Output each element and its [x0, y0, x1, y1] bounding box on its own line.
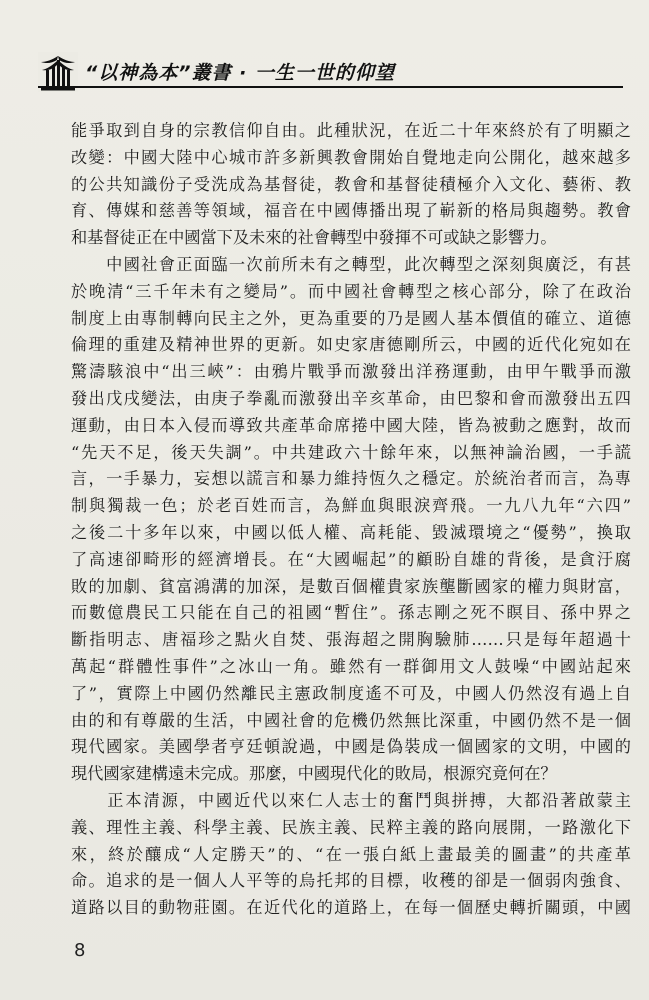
text-line: 而數億農民工只能在自己的祖國“暫住”。孫志剛之死不瞑目、孫中界之 [71, 603, 631, 623]
text-line: 了”，實際上中國仍然離民主憲政制度遙不可及，中國人仍然沒有過上自 [71, 683, 631, 703]
text-line: 制與獨裁一色；於老百姓而言，為鮮血與眼淚齊飛。一九八九年“六四” [71, 496, 631, 516]
text-line: 斷指明志、唐福珍之點火自焚、張海超之開胸驗肺……只是每年超過十 [71, 630, 631, 650]
text-line: 命。追求的是一個人人平等的烏托邦的目標，收穫的卻是一個弱肉強食、 [71, 871, 631, 891]
page-number: 8 [74, 940, 86, 961]
body-text [71, 118, 631, 922]
text-line: 來，終於釀成“人定勝天”的、“在一張白紙上畫最美的圖畫”的共產革 [71, 844, 631, 864]
text-line: 道路以目的動物莊園。在近代化的道路上，在每一個歷史轉折關頭，中國 [71, 898, 631, 918]
series-title: “以神為本”叢書 · 一生一世的仰望 [85, 62, 395, 84]
text-line: 萬起“群體性事件”之冰山一角。雖然有一群御用文人鼓噪“中國站起來 [71, 656, 631, 676]
text-line: 敗的加劇、貧富鴻溝的加深，是數百個權貴家族壟斷國家的權力與財富， [71, 576, 631, 596]
text-line: 倫理的重建及精神世界的更新。如史家唐德剛所云，中國的近代化宛如在 [71, 335, 631, 355]
text-line: 驚濤駭浪中“出三峽”：由鴉片戰爭而激發出洋務運動，由甲午戰爭而激 [71, 362, 631, 382]
text-line: 中國社會正面臨一次前所未有之轉型，此次轉型之深刻與廣泛，有甚 [71, 254, 631, 274]
text-line: 於晚清“三千年未有之變局”。而中國社會轉型之核心部分，除了在政治 [71, 281, 631, 301]
text-line: 的公共知識份子受洗成為基督徒，教會和基督徒積極介入文化、藝術、教 [71, 174, 631, 194]
text-line: 發出戊戌變法，由庚子拳亂而激發出辛亥革命，由巴黎和會而激發出五四 [71, 388, 631, 408]
header-divider [38, 86, 623, 88]
text-line: 制度上由專制轉向民主之外，更為重要的乃是國人基本價值的確立、道德 [71, 308, 631, 328]
text-line: 了高速卻畸形的經濟增長。在“大國崛起”的顧盼自雄的背後，是貪汙腐 [71, 549, 631, 569]
text-line: “先天不足，後天失調”。中共建政六十餘年來，以無神論治國，一手謊 [71, 442, 631, 462]
text-line: 之後二十多年以來，中國以低人權、高耗能、毀滅環境之“優勢”，換取 [71, 522, 631, 542]
text-line: 能爭取到自身的宗教信仰自由。此種狀況，在近二十年來終於有了明顯之 [71, 121, 631, 140]
text-line: 現代國家。美國學者亨廷頓說過，中國是偽裝成一個國家的文明，中國的 [71, 737, 631, 757]
text-line: 由的和有尊嚴的生活，中國社會的危機仍然無比深重，中國仍然不是一個 [71, 710, 631, 730]
text-line: 義、理性主義、科學主義、民族主義、民粹主義的路向展開，一路激化下 [71, 817, 631, 837]
page-header [0, 0, 649, 100]
text-line: 改變：中國大陸中心城市許多新興教會開始自覺地走向公開化，越來越多 [71, 147, 631, 167]
text-line: 現代國家建構遠未完成。那麼，中國現代化的敗局，根源究竟何在？ [71, 764, 557, 784]
text-line: 和基督徒正在中國當下及未來的社會轉型中發揮不可或缺之影響力。 [71, 228, 557, 248]
text-line: 正本清源，中國近代以來仁人志士的奮鬥與拼搏，大都沿著啟蒙主 [71, 790, 631, 810]
text-line: 運動，由日本入侵而導致共產革命席捲中國大陸，皆為被動之應對，故而 [71, 415, 631, 435]
text-line: 育、傳媒和慈善等領域，福音在中國傳播出現了嶄新的格局與趨勢。教會 [71, 201, 631, 221]
text-line: 言，一手暴力，妄想以謊言和暴力維持恆久之穩定。於統治者而言，為專 [71, 469, 631, 489]
